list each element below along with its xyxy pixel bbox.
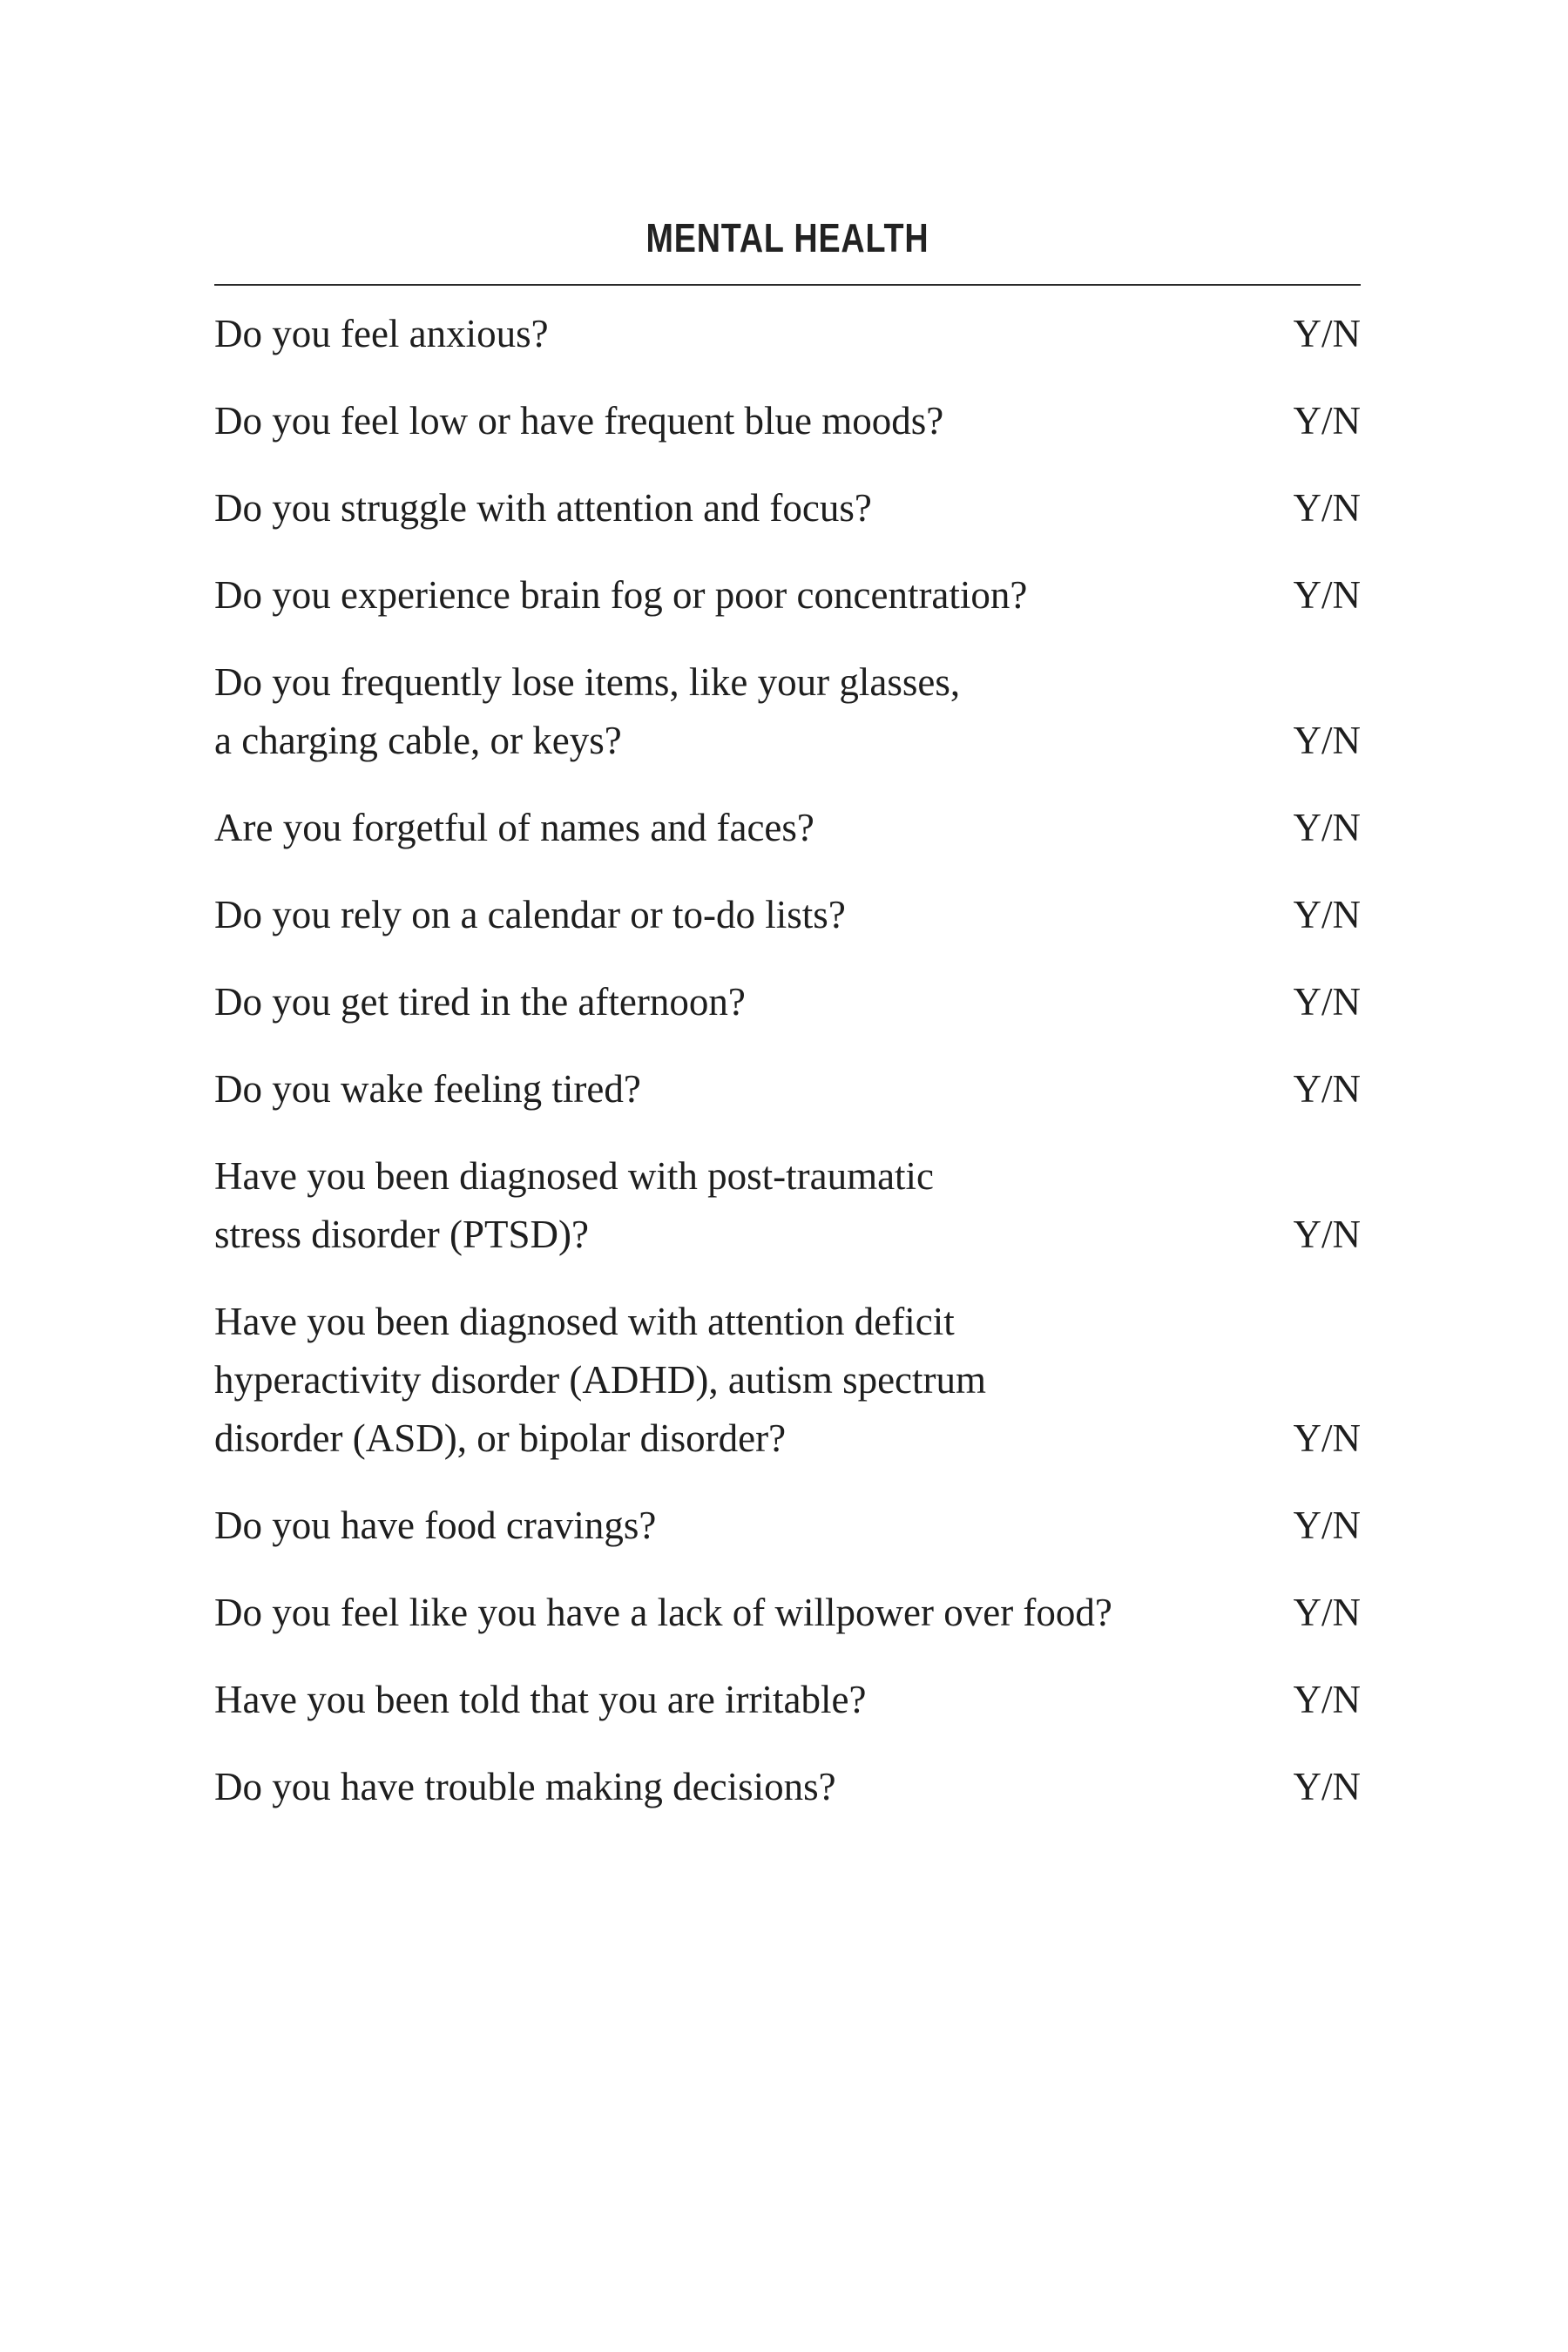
yes-no-answer[interactable]: Y/N [1293,1765,1361,1808]
yes-no-answer[interactable]: Y/N [1293,1067,1361,1111]
yes-no-answer[interactable]: Y/N [1293,893,1361,936]
yes-no-answer[interactable]: Y/N [1293,1504,1361,1547]
question-row [214,392,1361,450]
question-text: Have you been diagnosed with attention deficit hyperactivity disorder (ADHD), autism spectrum disorder (ASD), or bipolar disorder? [214,1300,987,1460]
yes-no-answer[interactable]: Y/N [1293,399,1361,443]
yes-no-answer[interactable]: Y/N [1293,1591,1361,1634]
yes-no-answer[interactable]: Y/N [1293,573,1361,617]
question-text: Have you been told that you are irritable? [214,1678,867,1721]
question-row [214,479,1361,537]
question-row [214,1758,1361,1816]
yes-no-answer[interactable]: Y/N [1293,1213,1361,1256]
question-text: Do you struggle with attention and focus? [214,486,872,530]
question-row [214,1584,1361,1642]
title-divider [214,284,1361,286]
question-row [214,1060,1361,1119]
question-row [214,1671,1361,1729]
question-text: Do you experience brain fog or poor concentration? [214,573,1028,617]
question-row [214,566,1361,625]
question-list [214,305,1361,1816]
question-text: Do you rely on a calendar or to-do lists? [214,893,846,936]
question-text: Do you feel low or have frequent blue moods? [214,399,944,443]
question-text: Do you get tired in the afternoon? [214,980,746,1024]
question-row [214,1147,1361,1264]
yes-no-answer[interactable]: Y/N [1293,806,1361,849]
yes-no-answer[interactable]: Y/N [1293,486,1361,530]
question-text: Do you feel like you have a lack of willpower over food? [214,1591,1112,1634]
question-row [214,799,1361,857]
question-text: Do you frequently lose items, like your glasses, a charging cable, or keys? [214,660,961,762]
yes-no-answer[interactable]: Y/N [1293,312,1361,355]
section-title: MENTAL HEALTH [645,215,929,260]
question-row [214,1293,1361,1468]
question-text: Do you have food cravings? [214,1504,657,1547]
question-row [214,305,1361,363]
yes-no-answer[interactable]: Y/N [1293,719,1361,762]
question-row [214,1497,1361,1555]
question-row [214,886,1361,944]
question-text: Do you wake feeling tired? [214,1067,641,1111]
yes-no-answer[interactable]: Y/N [1293,1416,1361,1460]
question-row [214,653,1361,770]
yes-no-answer[interactable]: Y/N [1293,980,1361,1024]
yes-no-answer[interactable]: Y/N [1293,1678,1361,1721]
questionnaire-page [214,215,1361,1845]
question-text: Have you been diagnosed with post-traumatic stress disorder (PTSD)? [214,1154,935,1256]
question-row [214,973,1361,1031]
question-text: Are you forgetful of names and faces? [214,806,814,849]
question-text: Do you have trouble making decisions? [214,1765,836,1808]
question-text: Do you feel anxious? [214,312,549,355]
